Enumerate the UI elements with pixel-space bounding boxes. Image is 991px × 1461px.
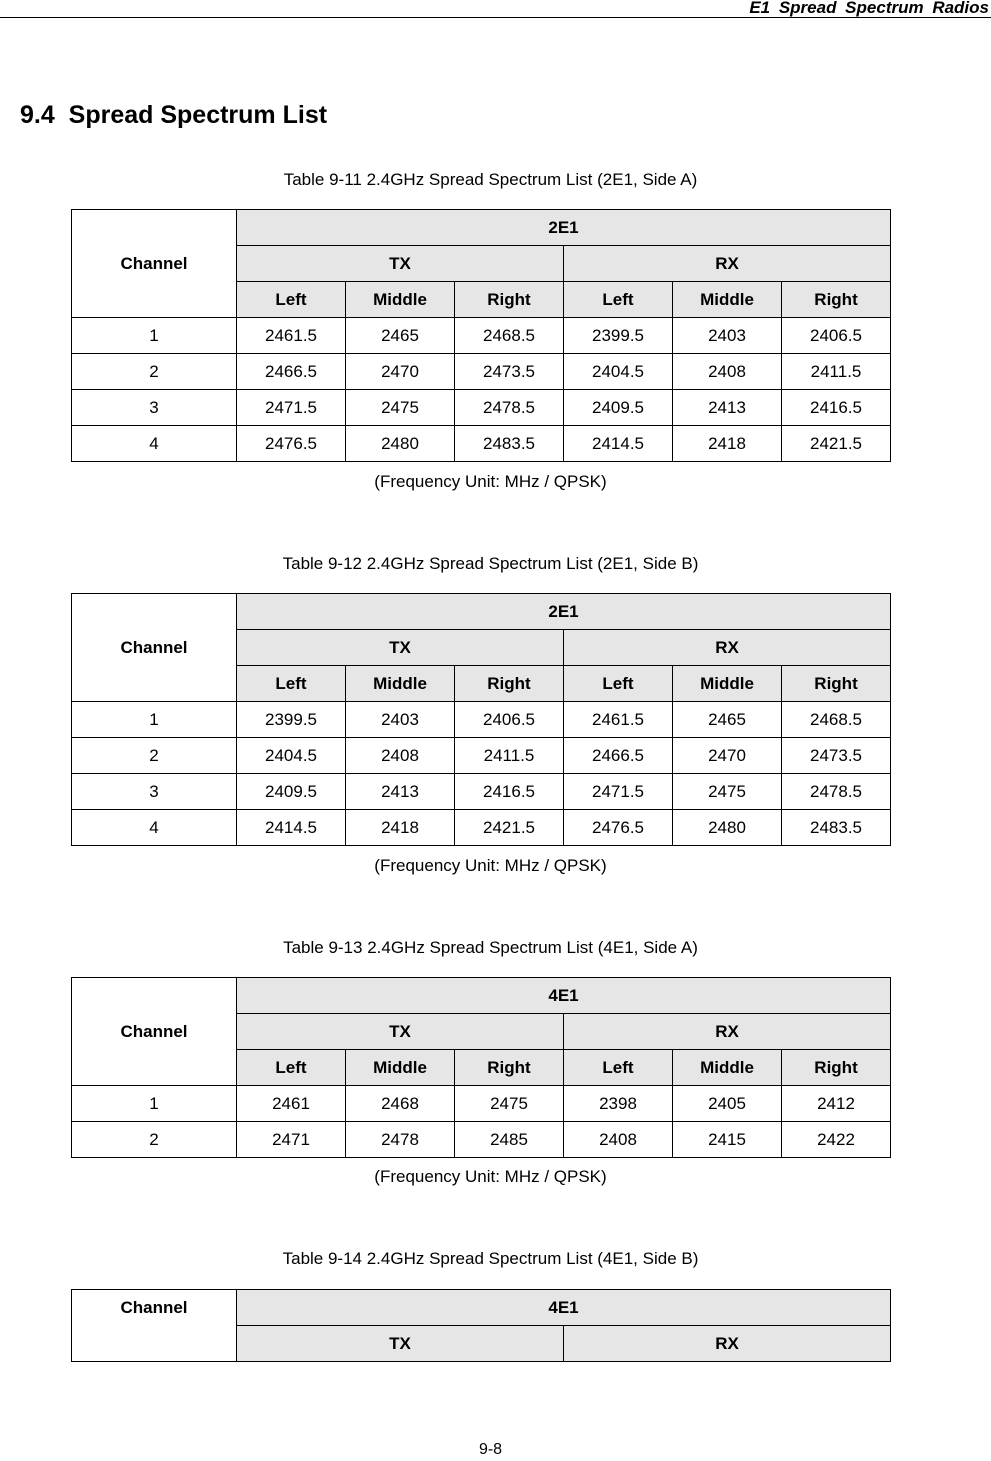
table-cell: 2399.5 [564,318,673,354]
table-cell: 2422 [782,1122,891,1158]
table-cell: 2470 [673,738,782,774]
channel-header: Channel [72,594,237,702]
spread-spectrum-table-9-12 [71,593,891,846]
table-cell: 2478.5 [782,774,891,810]
table-cell: 2475 [455,1086,564,1122]
tx-header: TX [237,630,564,666]
table-cell: 2461.5 [564,702,673,738]
table-cell: 2 [72,1122,237,1158]
table-cell: 2408 [564,1122,673,1158]
table-cell: 2470 [346,354,455,390]
table-row [72,1122,891,1158]
table-cell: 4 [72,810,237,846]
table-cell: 2466.5 [564,738,673,774]
table-cell: 2411.5 [455,738,564,774]
table-cell: 2415 [673,1122,782,1158]
table-cell: 2480 [673,810,782,846]
rx-middle-header: Middle [673,666,782,702]
table-cell: 2461 [237,1086,346,1122]
table-cell: 2468.5 [455,318,564,354]
table-cell: 2466.5 [237,354,346,390]
table-cell: 2404.5 [237,738,346,774]
table-cell: 2485 [455,1122,564,1158]
rx-left-header: Left [564,666,673,702]
table-cell: 2413 [346,774,455,810]
table-caption: Table 9-12 2.4GHz Spread Spectrum List (2E1, Side B) [282,554,699,573]
table-cell: 2478 [346,1122,455,1158]
tx-middle-header: Middle [346,666,455,702]
group-header: 2E1 [237,210,891,246]
rx-right-header: Right [782,1050,891,1086]
table-cell: 2408 [673,354,782,390]
rx-right-header: Right [782,666,891,702]
table-cell: 2408 [346,738,455,774]
tx-right-header: Right [455,282,564,318]
tx-left-header: Left [237,666,346,702]
group-header: 2E1 [237,594,891,630]
tx-left-header: Left [237,282,346,318]
table-cell: 2473.5 [455,354,564,390]
table-cell: 2 [72,738,237,774]
rx-header: RX [564,1326,891,1362]
table-cell: 2471 [237,1122,346,1158]
table-row [72,1086,891,1122]
table-cell: 2416.5 [782,390,891,426]
section-title: 9.4 Spread Spectrum List [20,101,328,129]
rx-left-header: Left [564,282,673,318]
table-cell: 2406.5 [782,318,891,354]
table-cell: 2414.5 [564,426,673,462]
table-cell: 2414.5 [237,810,346,846]
table-cell: 2473.5 [782,738,891,774]
table-cell: 2480 [346,426,455,462]
table-cell: 2461.5 [237,318,346,354]
table-cell: 2418 [673,426,782,462]
table-row [72,774,891,810]
rx-header: RX [564,630,891,666]
table-cell: 2483.5 [455,426,564,462]
table-cell: 2413 [673,390,782,426]
running-header [0,0,991,18]
table-cell: 2476.5 [564,810,673,846]
table-cell: 3 [72,774,237,810]
rx-middle-header: Middle [673,282,782,318]
table-cell: 2405 [673,1086,782,1122]
table-cell: 2411.5 [782,354,891,390]
table-row [72,738,891,774]
channel-header: Channel [72,1290,237,1362]
tx-middle-header: Middle [346,282,455,318]
running-header-title: E1 Spread Spectrum Radios [749,0,989,17]
table-cell: 1 [72,702,237,738]
rx-header: RX [564,246,891,282]
group-header: 4E1 [237,978,891,1014]
rx-left-header: Left [564,1050,673,1086]
table-cell: 2404.5 [564,354,673,390]
table-cell: 2471.5 [564,774,673,810]
table-cell: 2416.5 [455,774,564,810]
table-cell: 2468 [346,1086,455,1122]
table-cell: 2398 [564,1086,673,1122]
spread-spectrum-table-9-14 [71,1289,891,1362]
tx-middle-header: Middle [346,1050,455,1086]
table-cell: 2403 [673,318,782,354]
table-row [72,354,891,390]
tx-left-header: Left [237,1050,346,1086]
table-caption: Table 9-14 2.4GHz Spread Spectrum List (4E1, Side B) [282,1249,699,1268]
tx-header: TX [237,1014,564,1050]
tx-right-header: Right [455,1050,564,1086]
table-cell: 2483.5 [782,810,891,846]
rx-middle-header: Middle [673,1050,782,1086]
rx-header: RX [564,1014,891,1050]
table-cell: 2399.5 [237,702,346,738]
channel-header: Channel [72,210,237,318]
table-row [72,810,891,846]
table-row [72,390,891,426]
table-cell: 2406.5 [455,702,564,738]
table-cell: 2403 [346,702,455,738]
table-cell: 2421.5 [455,810,564,846]
spread-spectrum-table-9-13 [71,977,891,1158]
page-number: 9-8 [478,1441,503,1458]
table-cell: 2 [72,354,237,390]
table-row [72,318,891,354]
spread-spectrum-table-9-11 [71,209,891,462]
tx-header: TX [237,246,564,282]
table-cell: 2421.5 [782,426,891,462]
tx-header: TX [237,1326,564,1362]
table-cell: 2409.5 [564,390,673,426]
table-cell: 2465 [673,702,782,738]
table-cell: 2409.5 [237,774,346,810]
table-cell: 2412 [782,1086,891,1122]
table-row [72,426,891,462]
table-row [72,702,891,738]
table-caption: Table 9-11 2.4GHz Spread Spectrum List (2E1, Side A) [283,170,698,189]
table-cell: 2475 [673,774,782,810]
table-cell: 1 [72,1086,237,1122]
channel-header: Channel [72,978,237,1086]
table-cell: 2478.5 [455,390,564,426]
unit-note: (Frequency Unit: MHz / QPSK) [374,1167,607,1186]
group-header: 4E1 [237,1290,891,1326]
table-cell: 2468.5 [782,702,891,738]
table-cell: 2418 [346,810,455,846]
table-cell: 2465 [346,318,455,354]
table-cell: 2475 [346,390,455,426]
unit-note: (Frequency Unit: MHz / QPSK) [374,472,607,491]
table-cell: 2471.5 [237,390,346,426]
table-cell: 4 [72,426,237,462]
unit-note: (Frequency Unit: MHz / QPSK) [374,856,607,875]
table-cell: 3 [72,390,237,426]
table-cell: 2476.5 [237,426,346,462]
tx-right-header: Right [455,666,564,702]
rx-right-header: Right [782,282,891,318]
table-cell: 1 [72,318,237,354]
table-caption: Table 9-13 2.4GHz Spread Spectrum List (4E1, Side A) [283,938,698,957]
